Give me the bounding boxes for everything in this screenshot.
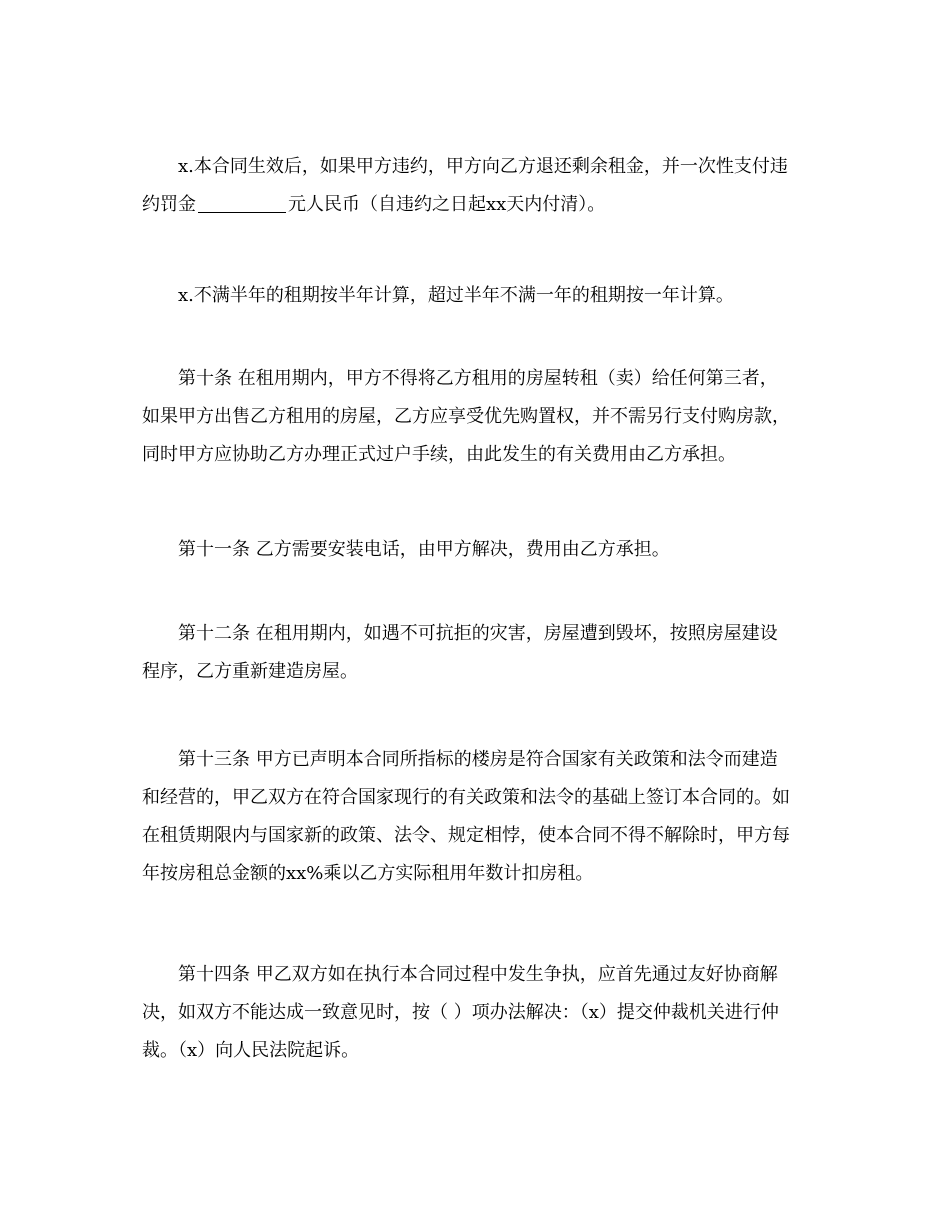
text-fragment: 约罚金 — [142, 194, 196, 215]
text-line: 第十一条 乙方需要安装电话，由甲方解决，费用由乙方承担。 — [178, 539, 670, 560]
paragraph-article-13 — [142, 741, 812, 893]
text-fragment: 元人民币（自违约之日起xx天内付清）。 — [288, 194, 606, 215]
text-line: x.本合同生效后，如果甲方违约，甲方向乙方退还剩余租金，并一次性支付违 — [178, 156, 788, 177]
paragraph-article-10 — [142, 360, 812, 474]
text-line: 决，如双方不能达成一致意见时，按（ ）项办法解决：（x）提交仲裁机关进行仲 — [142, 1002, 779, 1023]
text-line: 同时甲方应协助乙方办理正式过户手续，由此发生的有关费用由乙方承担。 — [142, 444, 736, 465]
paragraph-article-14 — [142, 956, 812, 1070]
text-line: 裁。（x）向人民法院起诉。 — [142, 1040, 360, 1061]
paragraph-penalty — [142, 148, 812, 224]
paragraph-article-11 — [142, 531, 812, 569]
text-line: 第十四条 甲乙双方如在执行本合同过程中发生争执，应首先通过友好协商解 — [178, 964, 778, 985]
text-line: 第十二条 在租用期内，如遇不可抗拒的灾害，房屋遭到毁坏，按照房屋建设 — [178, 623, 778, 644]
text-line: 和经营的，甲乙双方在符合国家现行的有关政策和法令的基础上签订本合同的。如 — [142, 787, 790, 808]
text-line: 如果甲方出售乙方租用的房屋，乙方应享受优先购置权，并不需另行支付购房款， — [142, 406, 790, 427]
text-line: x.不满半年的租期按半年计算，超过半年不满一年的租期按一年计算。 — [178, 285, 734, 306]
paragraph-lease-term — [142, 277, 812, 315]
fill-in-blank — [198, 194, 286, 213]
text-line: 程序，乙方重新建造房屋。 — [142, 661, 358, 682]
text-line — [142, 186, 812, 224]
text-line: 年按房租总金额的xx%乘以乙方实际租用年数计扣房租。 — [142, 863, 594, 884]
paragraph-article-12 — [142, 615, 812, 691]
text-line: 第十三条 甲方已声明本合同所指标的楼房是符合国家有关政策和法令而建造 — [178, 749, 778, 770]
text-line: 在租赁期限内与国家新的政策、法令、规定相悖，使本合同不得不解除时，甲方每 — [142, 825, 790, 846]
text-line: 第十条 在租用期内，甲方不得将乙方租用的房屋转租（卖）给任何第三者， — [178, 368, 778, 389]
